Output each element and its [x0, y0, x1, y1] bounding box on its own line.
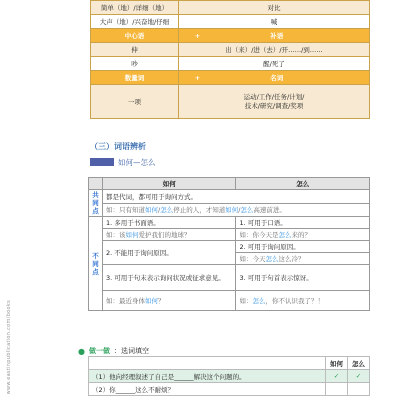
- diff-example: [236, 253, 370, 265]
- diff-cell: 1. 多用于书面语。: [103, 217, 236, 229]
- vocab-header: 数量词: [91, 71, 179, 85]
- exercise-heading: [78, 346, 149, 356]
- ex-text: 如：最近身体: [106, 297, 145, 305]
- exercise-table: [88, 356, 370, 396]
- corner-cell: [89, 178, 103, 190]
- ex-text: 如：你今天是: [239, 231, 279, 239]
- exercise-question: （1）他向经理叙述了自己是______解决这个问题的。: [89, 370, 326, 383]
- vocab-header: [179, 29, 370, 43]
- corner-cell: [89, 357, 326, 370]
- section-title: （三）词语辨析: [90, 142, 146, 151]
- vocab-cell: 醒/死了: [179, 57, 370, 71]
- diff-cell: 3. 可用于句末表示询问状况或征求意见。: [103, 265, 236, 291]
- ex-text: 如：只有知道: [106, 206, 145, 215]
- ex-keyword: 如何: [125, 231, 139, 239]
- subsection-title: 如何—怎么: [118, 157, 156, 167]
- ex-text: 停止的人，才知道: [173, 206, 226, 215]
- vocab-cell: 一项: [91, 85, 179, 119]
- vocab-cell: 伸: [91, 43, 179, 57]
- diff-label-text: 不同点: [92, 251, 99, 276]
- check-cell[interactable]: ✓: [348, 370, 370, 383]
- check-cell[interactable]: ✓: [326, 370, 348, 383]
- diff-cell: 2. 不能用于询问原因。: [103, 241, 236, 265]
- exercise-label: 做一做: [88, 347, 110, 355]
- exercise-title: ：选词填空: [113, 347, 149, 355]
- exercise-question: （2）你______这么不耐烦？: [89, 383, 326, 396]
- bullet-icon: ●: [78, 346, 85, 356]
- ex-text: 来的？: [291, 231, 311, 239]
- ex-keyword: 如何: [145, 297, 158, 305]
- side-watermark: www.eastinpublication.com/books: [6, 300, 12, 395]
- ex-keyword: 怎么: [278, 231, 292, 239]
- diff-example: [236, 229, 370, 241]
- vocab-table: [90, 0, 370, 119]
- ex-keyword: 如何: [145, 206, 158, 215]
- ex-text: ，你不认识我了？！: [265, 297, 324, 305]
- ex-text: 如：该: [106, 231, 126, 239]
- diff-label: [89, 217, 103, 311]
- ex-keyword: 怎么: [252, 297, 266, 305]
- heading-bar: [90, 158, 114, 166]
- diff-cell: 2. 可用于询问原因。: [236, 241, 370, 253]
- col-header: 怎么: [236, 178, 370, 190]
- vocab-cell: 出（来）/进（去）/开……/到……: [179, 43, 370, 57]
- ex-text: 爱护我们的地球？: [138, 231, 191, 239]
- ex-keyword: 如何: [225, 206, 239, 215]
- ex-text: /: [158, 206, 161, 215]
- same-label: 共同点: [89, 190, 103, 217]
- ex-keyword: 怎么: [265, 255, 279, 263]
- col-header: 如何: [103, 178, 236, 190]
- same-example: [103, 203, 370, 217]
- plus-sign: +: [194, 74, 201, 82]
- plus-sign: +: [194, 32, 201, 40]
- vocab-cell: 吵: [91, 57, 179, 71]
- vocab-header-right: 补语: [270, 32, 284, 40]
- ex-text: 高速前进。: [253, 206, 286, 215]
- ex-text: ？: [158, 297, 165, 305]
- ex-keyword: 怎么: [160, 206, 174, 215]
- vocab-header: 中心语: [91, 29, 179, 43]
- subsection-heading: [90, 156, 156, 168]
- diff-cell: 3. 可用于句首表示惊讶。: [236, 265, 370, 291]
- col-header: 怎么: [348, 357, 370, 370]
- vocab-cell: 大声（地）/兴奋地/仔细: [91, 15, 179, 29]
- diff-example: [103, 291, 236, 311]
- ex-keyword: 怎么: [240, 206, 254, 215]
- vocab-cell: 对比: [179, 1, 370, 15]
- same-text: 都是代词，都可用于询问方式。: [103, 190, 370, 204]
- vocab-cell: 运动/工作/任务/计划/ 技术/研究/调查/奖项: [179, 85, 370, 119]
- vocab-cell: 喊: [179, 15, 370, 29]
- col-header: 如何: [326, 357, 348, 370]
- ex-text: 如：今天: [239, 255, 266, 263]
- vocab-cell: 简单（地）/详细（地）: [91, 1, 179, 15]
- ex-text: 如：: [239, 297, 253, 305]
- ex-text: /: [238, 206, 241, 215]
- vocab-header-right: 名词: [270, 74, 284, 82]
- diff-example: [103, 229, 236, 241]
- diff-example: [236, 291, 370, 311]
- check-cell[interactable]: [348, 383, 370, 396]
- diff-cell: 1. 可用于口语。: [236, 217, 370, 229]
- comparison-table: [88, 177, 370, 311]
- vocab-header: [179, 71, 370, 85]
- check-cell[interactable]: [326, 383, 348, 396]
- ex-text: 这么冷？: [278, 255, 305, 263]
